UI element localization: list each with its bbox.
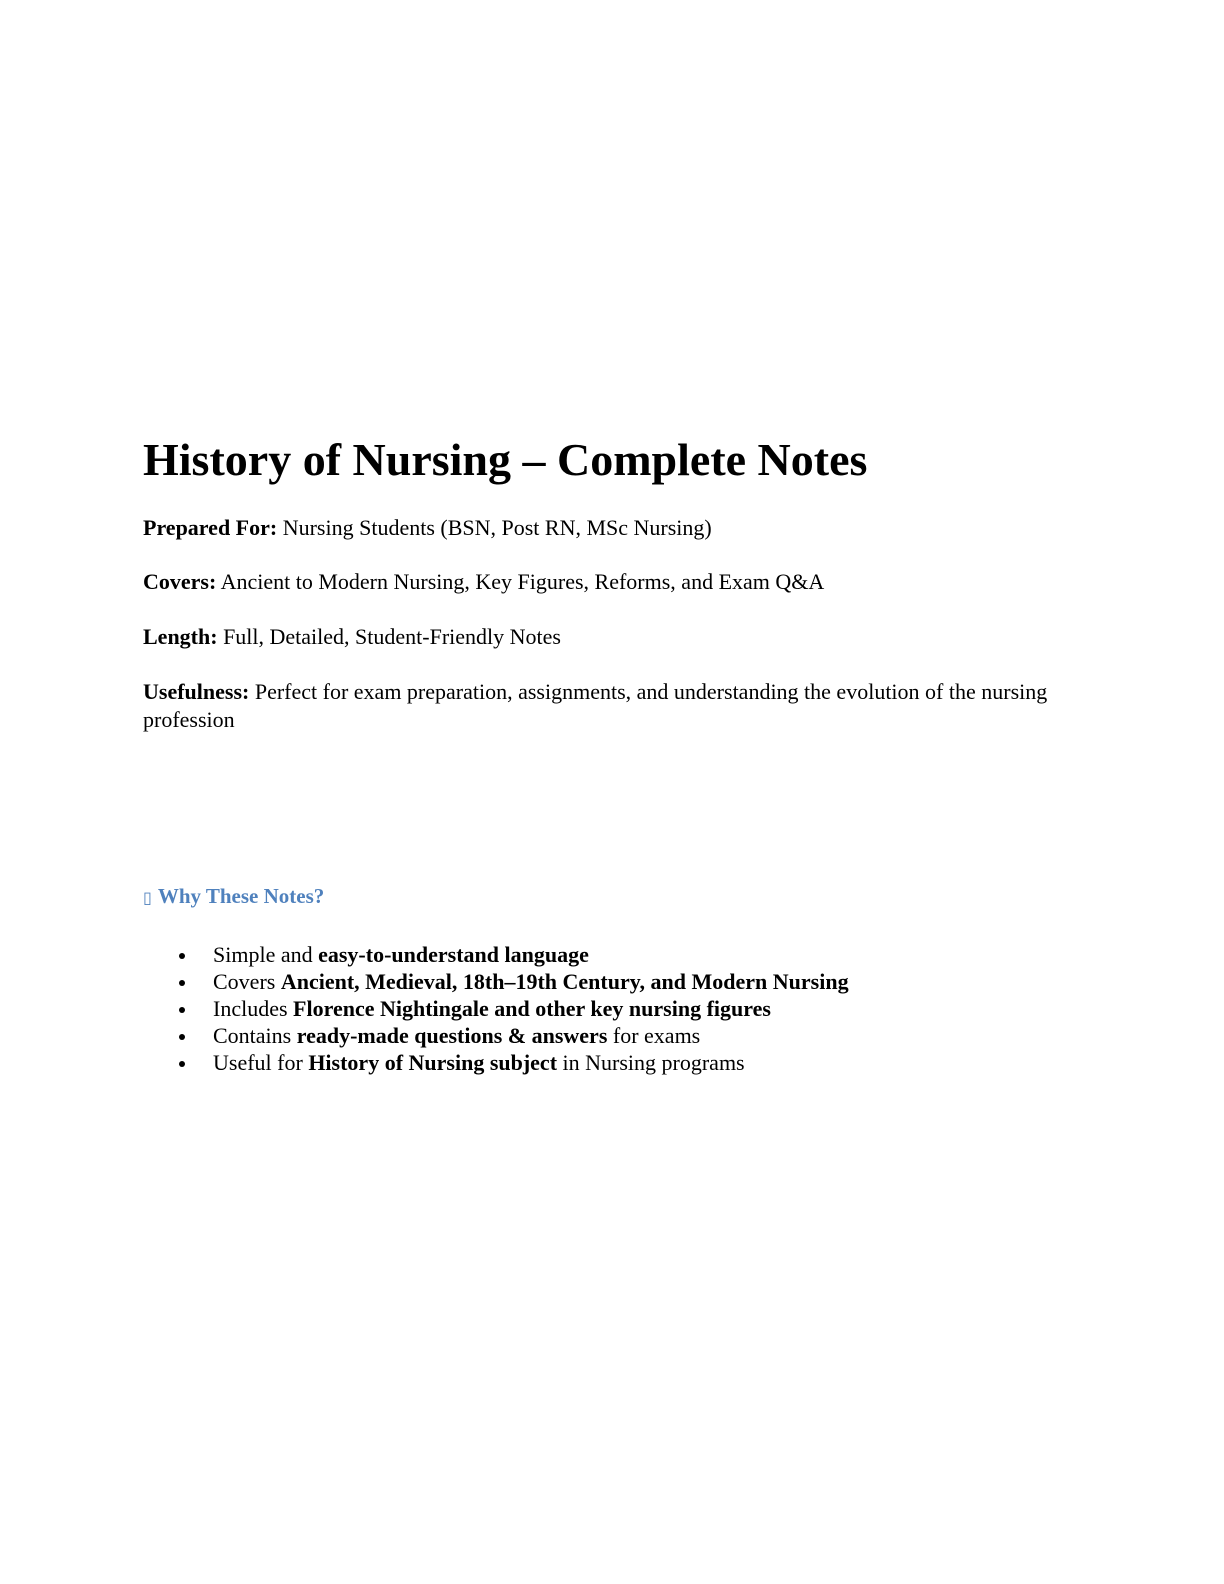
list-item-text: for exams [607, 1023, 701, 1048]
covers-label: Covers: [143, 569, 217, 594]
why-these-notes-heading [143, 882, 324, 912]
length-line [143, 623, 561, 651]
usefulness-label: Usefulness: [143, 679, 250, 704]
list-item-text: Useful for [213, 1050, 309, 1075]
list-item-text: Covers [213, 969, 281, 994]
bullet-icon [179, 953, 185, 959]
covers-value: Ancient to Modern Nursing, Key Figures, Reforms, and Exam Q&A [216, 569, 825, 594]
covers-line [143, 568, 824, 596]
list-item-bold: History of Nursing subject [308, 1050, 558, 1075]
list-item [175, 968, 849, 995]
list-item-bold: ready-made questions & answers [296, 1023, 608, 1048]
list-item-text: in Nursing programs [557, 1050, 745, 1075]
list-item [175, 941, 849, 968]
usefulness-line [143, 678, 1083, 734]
list-item-text: Contains [213, 1023, 297, 1048]
prepared-for-label: Prepared For: [143, 515, 278, 540]
bullet-icon [179, 1034, 185, 1040]
list-item [175, 995, 849, 1022]
prepared-for-line [143, 514, 712, 542]
bullet-icon [179, 980, 185, 986]
page-title: History of Nursing – Complete Notes [143, 434, 868, 485]
list-item [175, 1049, 849, 1076]
usefulness-value: Perfect for exam preparation, assignments, and understanding the evolution of the nursing profession [143, 679, 1048, 732]
list-item-text: Simple and [213, 942, 319, 967]
bullet-icon [179, 1007, 185, 1013]
list-item-bold: easy-to-understand language [318, 942, 589, 967]
missing-glyph-icon: ▯ [143, 888, 152, 907]
bullet-icon [179, 1061, 185, 1067]
list-item-text: Includes [213, 996, 294, 1021]
list-item-bold: Florence Nightingale and other key nursing figures [293, 996, 771, 1021]
why-heading-text: Why These Notes? [157, 884, 325, 908]
prepared-for-value: Nursing Students (BSN, Post RN, MSc Nursing) [277, 515, 712, 540]
list-item-bold: Ancient, Medieval, 18th–19th Century, and Modern Nursing [280, 969, 849, 994]
list-item [175, 1022, 849, 1049]
length-value: Full, Detailed, Student-Friendly Notes [217, 624, 561, 649]
why-notes-list [175, 941, 849, 1076]
length-label: Length: [143, 624, 218, 649]
